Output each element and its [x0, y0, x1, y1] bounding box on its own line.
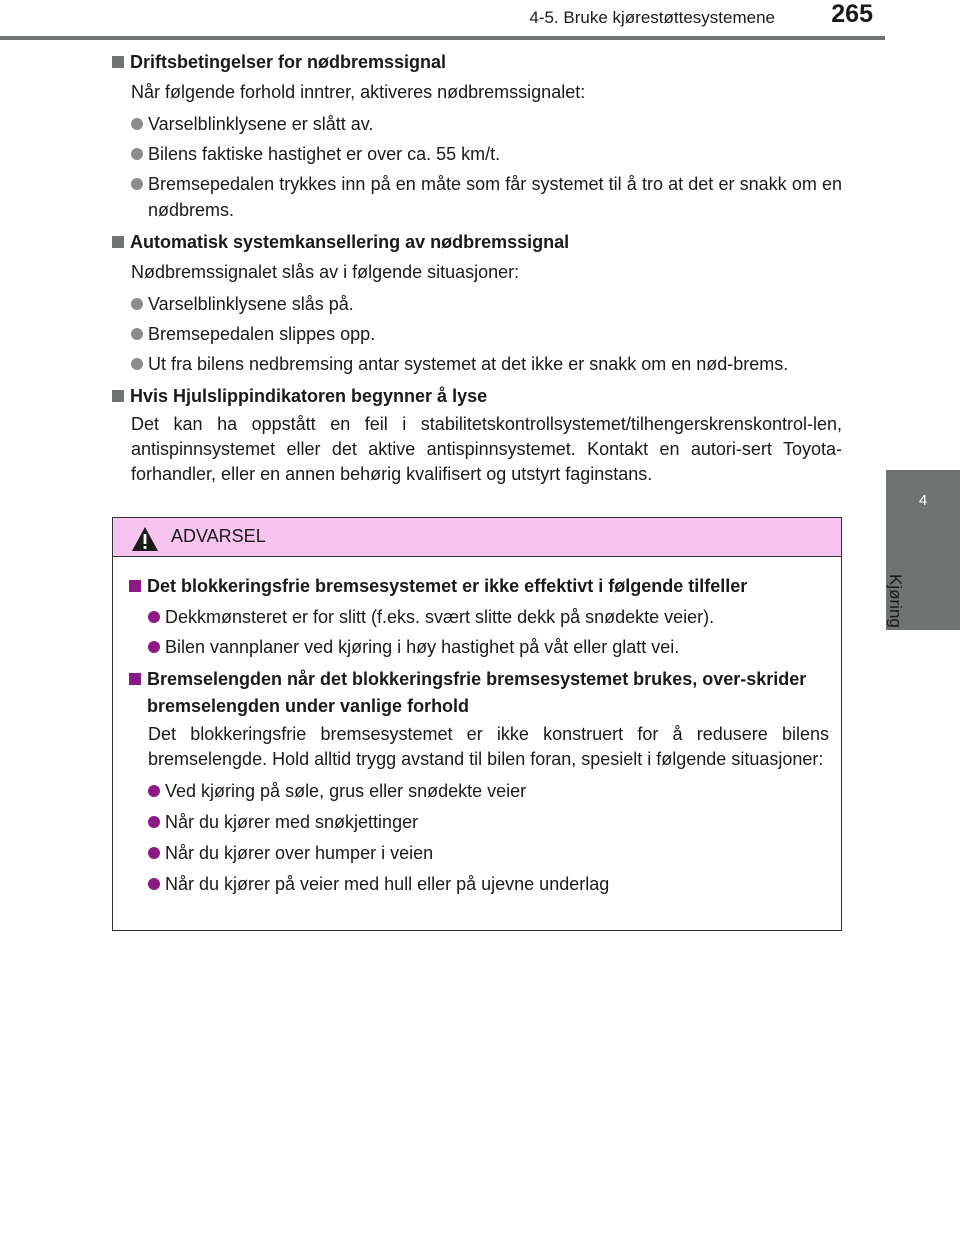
page-number: 265 [831, 0, 873, 28]
tab-tick-bottom [942, 626, 960, 627]
warning-triangle-icon [131, 526, 159, 552]
list-item: Ut fra bilens nedbremsing antar systemet at det ikke er snakk om en nød-brems. [112, 351, 842, 377]
tab-tick-top [942, 470, 960, 471]
circle-bullet-icon [148, 878, 160, 890]
page-header [0, 0, 960, 36]
warning-box [112, 517, 842, 931]
circle-bullet-icon [131, 118, 143, 130]
circle-bullet-icon [148, 641, 160, 653]
list-item: Bilen vannplaner ved kjøring i høy hastighet på våt eller glatt vei. [129, 634, 829, 660]
section-title: 4-5. Bruke kjørestøttesystemene [529, 8, 775, 27]
section-heading: Automatisk systemkansellering av nødbremssignal [112, 229, 842, 256]
list-item: Bremsepedalen slippes opp. [112, 321, 842, 347]
section-intro: Nødbremssignalet slås av i følgende situasjoner: [131, 262, 520, 282]
circle-bullet-icon [148, 816, 160, 828]
list-item: Dekkmønsteret er for slitt (f.eks. svært slitte dekk på snødekte veier). [129, 604, 829, 630]
warning-intro: Det blokkeringsfrie bremsesystemet er ikke konstruert for å redusere bilens bremselengde. Hold alltid trygg avstand til bilen foran, spesielt i følgende situasjoner: [148, 724, 829, 769]
circle-bullet-icon [131, 178, 143, 190]
warning-heading: Det blokkeringsfrie bremsesystemet er ikke effektivt i følgende tilfeller [129, 573, 829, 600]
section-body: Det kan ha oppstått en feil i stabilitetskontrollsystemet/tilhengerskrenskontrol-len, antispinnsystemet eller det aktive antispinnsystemet. Kontakt en autori-sert Toyota-forhandler, eller en annen behørig kvalifisert og utstyrt faginstans. [131, 414, 842, 484]
square-bullet-icon [112, 56, 124, 68]
square-bullet-icon [129, 673, 141, 685]
square-bullet-icon [112, 390, 124, 402]
section-intro: Når følgende forhold inntrer, aktiveres nødbremssignalet: [131, 82, 586, 102]
list-item: Når du kjører med snøkjettinger [129, 809, 829, 835]
warning-header [113, 518, 841, 557]
header-rule [0, 36, 885, 40]
warning-title: ADVARSEL [171, 526, 266, 546]
circle-bullet-icon [131, 148, 143, 160]
list-item: Når du kjører på veier med hull eller på ujevne underlag [129, 871, 829, 897]
list-item: Bremsepedalen trykkes inn på en måte som får systemet til å tro at det er snakk om en nødbrems. [112, 171, 842, 223]
circle-bullet-icon [148, 847, 160, 859]
section-heading: Hvis Hjulslippindikatoren begynner å lyse [112, 383, 842, 410]
circle-bullet-icon [131, 328, 143, 340]
list-item: Varselblinklysene slås på. [112, 291, 842, 317]
warning-body [129, 573, 829, 897]
square-bullet-icon [112, 236, 124, 248]
list-item: Ved kjøring på søle, grus eller snødekte veier [129, 778, 829, 804]
section-heading: Driftsbetingelser for nødbremssignal [112, 49, 842, 76]
list-item: Varselblinklysene er slått av. [112, 111, 842, 137]
square-bullet-icon [129, 580, 141, 592]
circle-bullet-icon [148, 611, 160, 623]
main-content [112, 49, 842, 487]
list-item: Bilens faktiske hastighet er over ca. 55 km/t. [112, 141, 842, 167]
circle-bullet-icon [148, 785, 160, 797]
circle-bullet-icon [131, 298, 143, 310]
chapter-label: Kjøring [886, 574, 905, 628]
chapter-number: 4 [918, 492, 928, 509]
warning-heading: Bremselengden når det blokkeringsfrie bremsesystemet brukes, over-skrider bremselengden under vanlige forhold [129, 666, 829, 720]
list-item: Når du kjører over humper i veien [129, 840, 829, 866]
circle-bullet-icon [131, 358, 143, 370]
